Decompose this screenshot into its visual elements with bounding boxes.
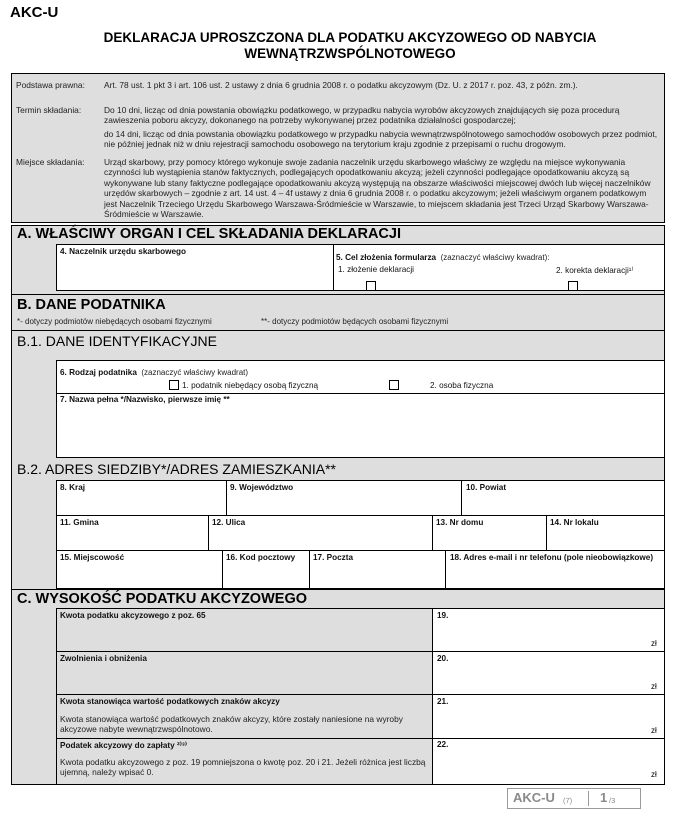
field-22-input[interactable] (433, 739, 664, 784)
field-20-input[interactable] (433, 652, 664, 694)
row-19-currency: zł (651, 639, 657, 648)
field-6-label: 6. Rodzaj podatnika (60, 368, 137, 377)
row-20-currency: zł (651, 682, 657, 691)
place-text: Urząd skarbowy, przy pomocy którego wykonuje swoje zadania naczelnik urzędu skarbowego właściwy ze względu na miejsce wykonywania czynności lub wystąpienia stanów faktycznych, podlegających opodatkowaniu akcyzą; jeżeli czynności podlegające opodatkowaniu akcyzą są wykonywane lub stany faktyczne podlegające opodatkowaniu akcyzą występują na obszarze właściwości miejscowej dwóch lub więcej naczelników urzędów skarbowych – zgodnie z art. 14 ust. 4 – 4f ustawy z dnia 6 grudnia 2008 r. o podatku akcyzowym; jeżeli właściwym organem podatkowym jest Naczelnik Trzeciego Urzędu Skarbowego Warszawa-Śródmieście w Warszawie, to miejscem składania jest Trzeci Urząd Skarbowy Warszawa-Śródmieście w Warszawie. (104, 157, 651, 220)
field-15-label: 15. Miejscowość (60, 553, 125, 562)
row-22-number: 22. (437, 740, 449, 749)
option-submit-label: 1. złożenie deklaracji (338, 265, 415, 274)
row-20-number: 20. (437, 654, 449, 663)
section-a-title: A. WŁAŚCIWY ORGAN I CEL SKŁADANIA DEKLARACJI (17, 226, 401, 242)
row-22-label: Podatek akcyzowy do zapłaty ²⁾³⁾ (60, 741, 188, 750)
footer-version: (7) (563, 796, 573, 805)
footer-page-box (507, 788, 641, 809)
row-19-label: Kwota podatku akcyzowego z poz. 65 (60, 611, 206, 620)
row-22-description: Kwota podatku akcyzowego z poz. 19 pomniejszona o kwotę poz. 20 i 21. Jeżeli różnica jest liczbą ujemną, należy wpisać 0. (60, 757, 426, 778)
taxpayer-person-label: 2. osoba fizyczna (430, 381, 494, 390)
form-title-line1: DEKLARACJA UPROSZCZONA DLA PODATKU AKCYZOWEGO OD NABYCIA (103, 30, 597, 45)
row-21-label: Kwota stanowiąca wartość podatkowych znaków akcyzy (60, 697, 280, 706)
field-9-label: 9. Województwo (230, 483, 294, 492)
checkbox-submit[interactable] (366, 281, 376, 291)
deadline-text-2: do 14 dni, licząc od dnia powstania obowiązku podatkowego w przypadku nabycia wewnątrzwspólnotowego samochodów osobowych przez podmiot, nie później jednak niż w dniu rejestracji samochodu osobowego na terytorium kraju zgodnie z przepisami o ruchu drogowym. (104, 129, 658, 150)
section-b-title: B. DANE PODATNIKA (17, 297, 166, 313)
country-input[interactable] (57, 494, 225, 514)
section-b1-title: B.1. DANE IDENTYFIKACYJNE (17, 333, 217, 349)
row-20-label: Zwolnienia i obniżenia (60, 654, 147, 663)
deadline-label: Termin składania: (16, 105, 82, 115)
city-input[interactable] (57, 564, 221, 588)
field-13-label: 13. Nr domu (436, 518, 484, 527)
field-16-label: 16. Kod pocztowy (226, 553, 296, 562)
voivodeship-input[interactable] (227, 494, 460, 514)
form-title-line2: WEWNĄTRZWSPÓLNOTOWEGO (244, 46, 456, 61)
field-7-label: 7. Nazwa pełna */Nazwisko, pierwsze imię ** (60, 395, 230, 404)
footer-page-total: /3 (609, 796, 616, 805)
field-12-label: 12. Ulica (212, 518, 246, 527)
row-21-number: 21. (437, 697, 449, 706)
form-code: AKC-U (10, 4, 59, 21)
legal-basis-text: Art. 78 ust. 1 pkt 3 i art. 106 ust. 2 ustawy z dnia 6 grudnia 2008 r. o podatku akcyzowym (Dz. U. z 2017 r. poz. 43, z późn. zm.). (104, 80, 578, 90)
field-17-label: 17. Poczta (313, 553, 354, 562)
row-21-description: Kwota stanowiąca wartość podatkowych znaków akcyzy, które zostały naniesione na wyroby akcyzowe nabyte wewnątrzwspólnotowo. (60, 714, 403, 735)
row-19-number: 19. (437, 611, 449, 620)
post-office-input[interactable] (310, 564, 444, 588)
field-5-hint: (zaznaczyć właściwy kwadrat): (440, 253, 550, 262)
postal-code-input[interactable] (223, 564, 308, 588)
field-18-label: 18. Adres e-mail i nr telefonu (pole nieobowiązkowe) (450, 553, 654, 562)
note-natural-person: **- dotyczy podmiotów będących osobami fizycznymi (261, 317, 449, 326)
option-correction-label: 2. korekta deklaracji¹⁾ (556, 266, 634, 275)
taxpayer-entity-label: 1. podatnik niebędący osobą fizyczną (182, 381, 319, 390)
field-19-input[interactable] (433, 609, 664, 651)
section-b2-title: B.2. ADRES SIEDZIBY*/ADRES ZAMIESZKANIA** (17, 461, 336, 477)
footer-form-code: AKC-U (513, 790, 555, 805)
checkbox-correction[interactable] (568, 281, 578, 291)
commune-input[interactable] (57, 529, 207, 549)
field-4-label: 4. Naczelnik urzędu skarbowego (60, 247, 187, 256)
field-7-input[interactable] (57, 406, 664, 457)
field-4-input[interactable] (57, 258, 332, 290)
district-input[interactable] (462, 494, 664, 514)
field-10-label: 10. Powiat (466, 483, 507, 492)
note-legal-entity: *- dotyczy podmiotów niebędących osobami fizycznymi (17, 317, 212, 326)
field-21-input[interactable] (433, 695, 664, 738)
house-number-input[interactable] (433, 529, 545, 549)
deadline-text-1: Do 10 dni, licząc od dnia powstania obowiązku podatkowego, w przypadku nabycia wyrobów akcyzowych znajdujących się poza procedurą zawieszenia poboru akcyzy, dokonanego na potrzeby wykonywanej przez podatnika działalności gospodarczej; (104, 105, 620, 126)
email-phone-input[interactable] (446, 576, 664, 588)
field-8-label: 8. Kraj (60, 483, 86, 492)
row-22-currency: zł (651, 770, 657, 779)
field-11-label: 11. Gmina (60, 518, 99, 527)
checkbox-taxpayer-entity[interactable] (169, 380, 179, 390)
field-6-hint: (zaznaczyć właściwy kwadrat) (141, 368, 249, 377)
legal-basis-label: Podstawa prawna: (16, 80, 85, 90)
field-5-label: 5. Cel złożenia formularza (336, 253, 437, 262)
place-label: Miejsce składania: (16, 157, 85, 167)
checkbox-taxpayer-person[interactable] (389, 380, 399, 390)
section-c-title: C. WYSOKOŚĆ PODATKU AKCYZOWEGO (17, 591, 307, 607)
row-21-currency: zł (651, 726, 657, 735)
apartment-number-input[interactable] (547, 529, 664, 549)
street-input[interactable] (209, 529, 431, 549)
footer-page-number: 1 (600, 790, 608, 805)
field-14-label: 14. Nr lokalu (550, 518, 599, 527)
